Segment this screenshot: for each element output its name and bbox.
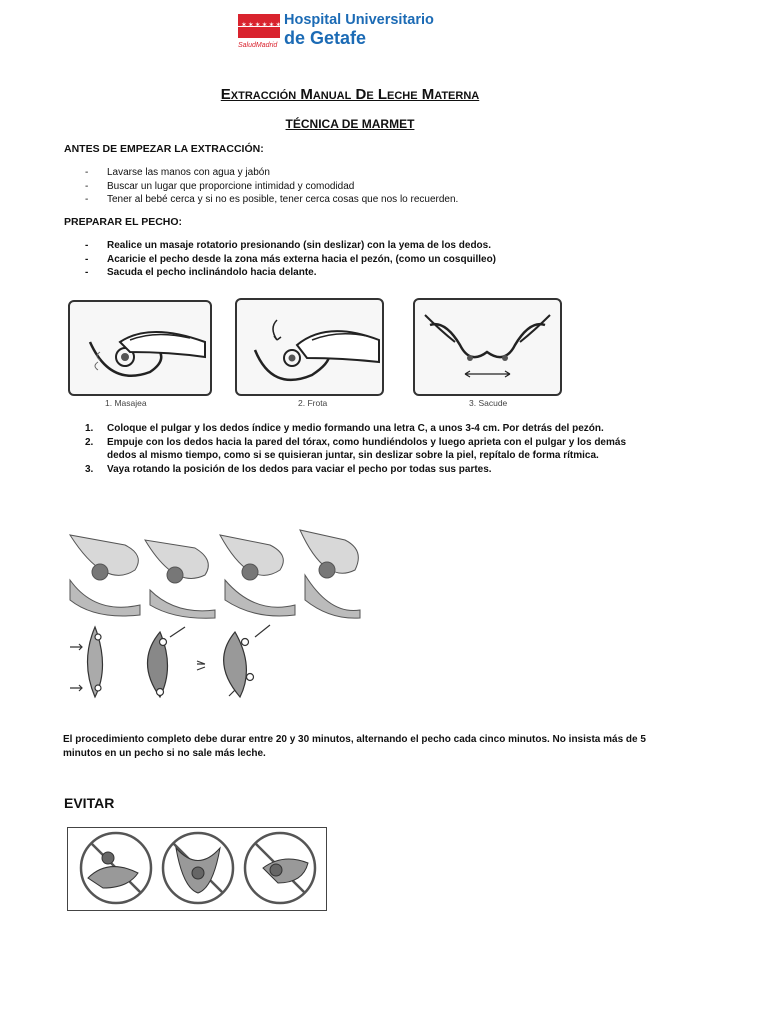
title-text: Extracción Manual De Leche Materna xyxy=(220,86,480,103)
madrid-flag-icon: ✶✶✶✶✶✶✶ xyxy=(238,14,280,38)
list-item: - Lavarse las manos con agua y jabón xyxy=(85,166,685,180)
stroke-hand-icon xyxy=(237,300,382,394)
page-title xyxy=(0,86,700,103)
caption-massage: 1. Masajea xyxy=(105,398,147,408)
step-item: 3. Vaya rotando la posición de los dedos para vaciar el pecho por todas sus partes. xyxy=(85,463,492,475)
massage-hand-icon xyxy=(70,302,210,394)
list-item: - Sacuda el pecho inclinándolo hacia delante. xyxy=(85,266,685,280)
step-item: 1. Coloque el pulgar y los dedos índice y medio formando una letra C, a unos 3-4 cm. Por detrás del pezón. xyxy=(85,423,604,434)
logo-subtitle: SaludMadrid xyxy=(238,42,278,49)
shake-illustration xyxy=(413,298,562,396)
steps-list xyxy=(85,422,655,476)
compression-diagram-icon xyxy=(65,622,285,712)
list-item: - Realice un masaje rotatorio presionando (sin deslizar) con la yema de los dedos. xyxy=(85,239,685,253)
hospital-logo xyxy=(238,12,434,52)
procedure-note: El procedimiento completo debe durar entre 20 y 30 minutos, alternando el pecho cada cinco minutos. No insista más de 5 minutos en un pecho si no sale más leche. xyxy=(63,734,646,759)
prepare-list xyxy=(85,239,685,280)
section-heading-before: ANTES DE EMPEZAR LA EXTRACCIÓN: xyxy=(64,143,264,155)
logo-line2: de Getafe xyxy=(284,28,367,48)
avoid-illustration xyxy=(67,827,327,911)
section-heading-prepare: PREPARAR EL PECHO: xyxy=(64,216,183,228)
technique-hand-photos xyxy=(65,520,365,620)
technique-diagram xyxy=(65,622,285,712)
avoid-heading: EVITAR xyxy=(64,795,115,811)
list-item: - Tener al bebé cerca y si no es posible, tener cerca cosas que nos lo recuerden. xyxy=(85,193,685,207)
caption-shake: 3. Sacude xyxy=(469,398,508,408)
hand-technique-icon xyxy=(65,520,365,620)
page-subtitle: TÉCNICA DE MARMET xyxy=(285,117,415,131)
before-list xyxy=(85,166,685,207)
prohibited-techniques-icon xyxy=(68,828,326,910)
stroke-illustration xyxy=(235,298,384,396)
step-item: 2. Empuje con los dedos hacia la pared del tórax, como hundiéndolos y luego aprieta con el pulgar y los demás dedos al mismo tiempo, como si se quisieran juntar, sin deslizar sobre la piel, repítalo de forma rítmica. xyxy=(85,436,627,461)
shake-hands-icon xyxy=(415,300,560,394)
massage-illustration xyxy=(68,300,212,396)
logo-line1: Hospital Universitario xyxy=(284,12,434,28)
caption-stroke: 2. Frota xyxy=(298,398,328,408)
list-item: - Buscar un lugar que proporcione intimidad y comodidad xyxy=(85,180,685,194)
list-item: - Acaricie el pecho desde la zona más externa hacia el pezón, (como un cosquilleo) xyxy=(85,253,685,267)
